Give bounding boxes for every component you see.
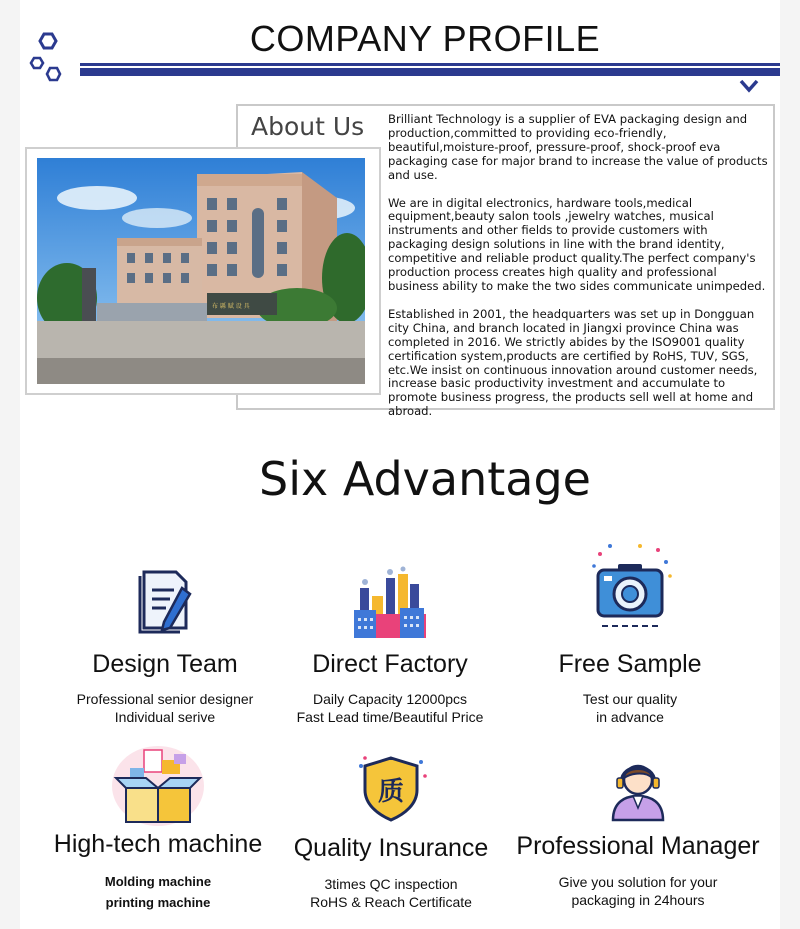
advantage-line: in advance (596, 709, 664, 725)
advantage-design-team (50, 566, 280, 726)
document-pen-icon (130, 566, 200, 636)
header-divider-thick (80, 68, 780, 76)
advantage-direct-factory (275, 566, 505, 726)
advantage-title: Direct Factory (312, 650, 468, 678)
advantage-line: 3times QC inspection (324, 876, 458, 892)
open-box-icon (108, 742, 208, 832)
about-paragraph: Brilliant Technology is a supplier of EVA packaging design and production,committed to providing eco-friendly, beautiful,moisture-proof, pressure-proof, shock-proof eva packaging case for major brand to increase the value of products and use. (388, 112, 768, 182)
camera-icon (580, 542, 680, 638)
hexagon-cluster-icon (28, 30, 68, 84)
support-agent-icon (603, 752, 673, 822)
advantage-free-sample (515, 542, 745, 726)
advantage-line: printing machine (105, 895, 211, 910)
svg-text:布 縣 賦 设 具: 布 縣 賦 设 具 (212, 303, 250, 310)
advantage-line: Test our quality (582, 691, 678, 707)
advantage-title: Professional Manager (516, 832, 760, 860)
advantage-title: High-tech machine (53, 830, 263, 858)
advantage-title: Free Sample (558, 650, 702, 678)
quality-shield-icon (351, 752, 431, 824)
about-paragraph: We are in digital electronics, hardware tools,medical equipment,beauty salon tools ,jewelry watches, musical instruments and other fields to provide customers with packaging design solutions in line with the brand identity, competitive and reliable product quality.The perfect company's production process creates high quality and professional business ability to make the two sides communicate unimpeded. (388, 195, 766, 293)
advantage-high-tech-machine (40, 742, 276, 913)
advantage-line: Molding machine (104, 874, 212, 889)
advantage-line: Daily Capacity 12000pcs (312, 691, 468, 707)
factory-icon (350, 566, 430, 638)
chevron-down-icon (739, 79, 759, 93)
advantage-line: Individual serive (114, 709, 216, 725)
advantage-title: Design Team (92, 650, 238, 678)
about-paragraph: Established in 2001, the headquarters was set up in Dongguan city China, and branch located in Jiangxi province China was completed in 2016. We strictly abides by the ISO9001 quality certification system,products are certified by RoHS, TUV, SGS, etc.We insist on continuous innovation around customer needs, increase basic productivity investment and accumulate to promote business progress, the products sell well at home and abroad. (388, 306, 758, 419)
advantage-line: Professional senior designer (76, 691, 254, 707)
advantage-line: Give you solution for your (558, 874, 718, 890)
advantage-professional-manager (510, 752, 766, 909)
page-title: COMPANY PROFILE (249, 18, 601, 59)
about-us-heading: About Us (251, 112, 365, 141)
svg-text:质: 质 (377, 777, 405, 807)
company-building-photo (37, 158, 365, 384)
about-text (388, 113, 770, 433)
advantage-line: RoHS & Reach Certificate (310, 894, 472, 910)
six-advantage-heading: Six Advantage (259, 452, 591, 506)
advantage-title: Quality Insurance (293, 834, 489, 862)
advantage-quality-insurance (278, 752, 504, 911)
photo-frame (25, 147, 381, 395)
advantage-line: packaging in 24hours (571, 892, 705, 908)
header-divider-thin (80, 63, 780, 66)
advantage-line: Fast Lead time/Beautiful Price (296, 709, 484, 725)
